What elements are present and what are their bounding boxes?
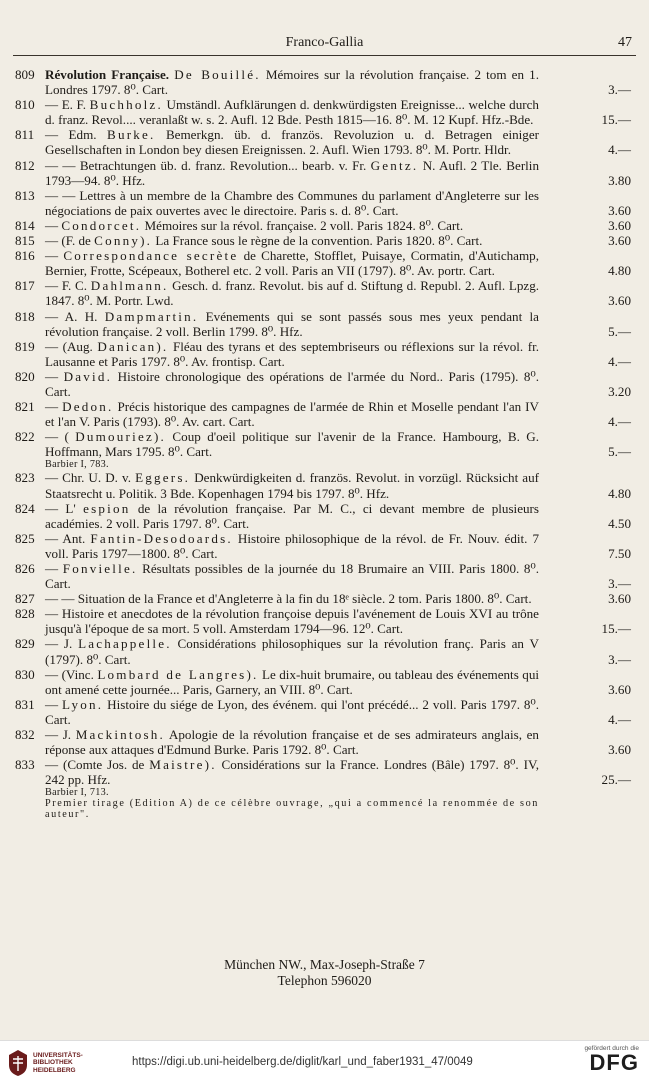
source-url[interactable]: https://digi.ub.uni-heidelberg.de/diglit/karl_und_faber1931_47/0049 — [132, 1056, 473, 1068]
catalog-entry — [0, 127, 649, 157]
catalog-entry — [0, 339, 649, 369]
entry-body — [45, 188, 539, 218]
catalog-entry — [0, 667, 649, 697]
entry-author: Lombard de Langres). — [97, 666, 259, 682]
entry-description: Fléau des tyrans et des septembriseurs ou réflexions sur la révol. fr. Lausanne et Paris 1797. 8⁰. Av. frontisp. Cart. — [45, 338, 539, 369]
page-number: 47 — [618, 35, 632, 50]
entry-author: Correspondance secrète — [63, 248, 239, 264]
entry-price: 3.20 — [608, 383, 631, 399]
entry-note-remark: Premier tirage (Edition A) de ce célèbre ouvrage, „qui a commencé la renommée de son auteur". — [45, 798, 539, 821]
entry-lead: — — [45, 368, 59, 384]
entry-author: Dampmartin. — [104, 308, 199, 324]
entry-author: Gentz. — [370, 157, 419, 173]
entry-number: 818 — [15, 308, 35, 324]
entry-body — [45, 591, 532, 606]
entry-body — [45, 218, 463, 233]
entry-author: Dedon. — [62, 399, 114, 415]
publisher-address — [0, 957, 649, 989]
catalog-entry — [0, 67, 649, 97]
entry-number: 821 — [15, 399, 35, 415]
catalog-entry — [0, 278, 649, 308]
library-name-2: BIBLIOTHEK — [33, 1059, 73, 1067]
entry-body — [45, 399, 539, 429]
entry-lead: — L' — [45, 500, 76, 516]
running-title: Franco-Gallia — [285, 35, 364, 50]
entry-price: 3.60 — [608, 293, 631, 309]
entry-number: 828 — [15, 606, 35, 622]
dfg-logo[interactable] — [584, 1045, 639, 1074]
entry-description: Denkwürdigkeiten d. französ. Revolut. in vorzügl. Rücksicht auf Staatsrecht u. Politik. 3 Bde. Kopenhagen 1794 bis 1797. 8⁰. Hfz. — [45, 470, 539, 501]
entry-price: 3.60 — [608, 742, 631, 758]
entry-author: Fonvielle. — [62, 561, 138, 576]
phone-line: Telephon 596020 — [277, 973, 372, 988]
entry-lead: — — [45, 217, 59, 233]
entry-description: Coup d'oeil politique sur l'avenir de la France. Hambourg, B. G. Hoffmann, Mars 1795. 8⁰. Cart. — [45, 429, 540, 460]
entry-description: Gesch. d. franz. Revolut. bis auf d. Stiftung d. Republ. 2. Aufl. Lpzg. 1847. 8⁰. M. Portr. Lwd. — [45, 278, 540, 309]
entry-body — [45, 531, 539, 561]
entry-number: 822 — [15, 429, 35, 445]
entry-body — [45, 429, 539, 459]
entry-lead: — ( — [45, 429, 69, 445]
entry-price: 4.80 — [608, 485, 631, 501]
catalog-entry — [0, 636, 649, 666]
entry-price: 5.— — [608, 444, 631, 460]
entry-price: 3.— — [608, 82, 631, 98]
catalog-entry — [0, 429, 649, 470]
entry-number: 819 — [15, 338, 35, 354]
entry-price: 3.60 — [608, 591, 631, 607]
entry-number: 811 — [15, 127, 35, 143]
entry-author: Dumouriez). — [75, 429, 167, 445]
entry-number: 832 — [15, 727, 35, 743]
entry-author: Lyon. — [62, 696, 104, 712]
catalog-entry — [0, 501, 649, 531]
catalog-entry — [0, 757, 649, 820]
entry-author: Dahlmann. — [90, 278, 169, 294]
entry-number: 825 — [15, 530, 35, 546]
entry-number: 817 — [15, 278, 35, 294]
entry-price: 25.— — [601, 772, 631, 788]
entry-number: 812 — [15, 157, 35, 173]
entry-body — [45, 667, 539, 697]
entry-number: 827 — [15, 591, 35, 607]
catalog-entry — [0, 606, 649, 636]
entry-body — [45, 309, 539, 339]
entry-lead: — J. — [45, 727, 72, 743]
library-emblem-icon — [8, 1049, 28, 1077]
entry-description: Histoire du siége de Lyon, des événem. qui l'ont précédé... 2 voll. Paris 1797. 8⁰. Cart. — [45, 696, 539, 727]
entry-author: Condorcet. — [61, 217, 142, 233]
catalog-entry — [0, 97, 649, 127]
entry-body — [45, 470, 539, 500]
entry-author: Fantin-Desodoards. — [90, 530, 233, 546]
entry-body — [45, 697, 539, 727]
entry-number: 813 — [15, 187, 35, 203]
entry-price: 4.— — [608, 142, 631, 158]
entry-lead: — Histoire et anecdotes de la révolution françoise depuis l'avénement de Louis XVI au trône jusqu'à l'époque de sa mort. 5 voll. Amsterdam 1794—96. 12⁰. Cart. — [45, 606, 539, 637]
entry-price: 3.60 — [608, 217, 631, 233]
entry-description: de la révolution française. Par M. C., ci devant membre de plusieurs académies. 2 voll. Paris 1797. 8⁰. Cart. — [45, 500, 540, 531]
entry-description: Considérations sur la France. Londres (Bâle) 1797. 8⁰. IV, 242 pp. Hfz. — [45, 757, 539, 788]
entry-author: Maistre). — [149, 757, 217, 773]
entry-description: Résultats possibles de la journée du 18 Brumaire an VIII. Paris 1800. 8⁰. Cart. — [45, 561, 539, 592]
entry-number: 820 — [15, 368, 35, 384]
entry-body — [45, 339, 539, 369]
entry-lead: — (Aug. — [45, 338, 93, 354]
entry-number: 810 — [15, 97, 35, 113]
entry-number: 833 — [15, 757, 35, 773]
page-header — [13, 33, 636, 56]
entry-body — [45, 561, 539, 591]
entry-lead: — Ant. — [45, 530, 86, 546]
entry-note: Barbier I, 783. — [45, 459, 109, 471]
entry-price: 3.60 — [608, 233, 631, 249]
entry-number: 823 — [15, 470, 35, 486]
entry-lead: — A. H. — [45, 308, 98, 324]
catalog-entry — [0, 470, 649, 500]
entry-description: Précis historique des campagnes de l'armée de Rhin et Moselle pendant l'an IV et l'an V. Paris (1793). 8⁰. Av. cart. Cart. — [45, 399, 539, 430]
catalog-entry — [0, 248, 649, 278]
entry-price: 15.— — [601, 112, 631, 128]
entry-price: 4.— — [608, 414, 631, 430]
entry-author: Buchholz. — [89, 97, 163, 113]
entry-body — [45, 67, 539, 97]
catalog-entry — [0, 531, 649, 561]
entry-lead: Révolution Française. — [45, 67, 170, 82]
entry-number: 824 — [15, 500, 35, 516]
entry-lead: — J. — [45, 636, 73, 652]
entry-note: Barbier I, 713. — [45, 787, 109, 799]
entry-author: Mackintosh. — [75, 727, 166, 743]
entry-price: 4.80 — [608, 263, 631, 279]
entry-number: 809 — [15, 67, 35, 82]
library-name-3: HEIDELBERG — [33, 1066, 76, 1074]
entry-description: Evénements qui se sont passés sous mes yeux pendant la révolution française. 2 voll. Berlin 1799. 8⁰. Hfz. — [45, 308, 539, 339]
entry-description: Le dix-huit brumaire, ou tableau des événements qui ont amené cette journée... Paris, Garnery, an VIII. 8⁰. Cart. — [45, 666, 539, 697]
entry-author: espion — [83, 500, 131, 516]
entry-lead: — (F. de — [45, 233, 91, 249]
entry-body — [45, 233, 482, 248]
entry-lead: — — Situation de la France et d'Angleterre à la fin du 18ᵉ siècle. 2 tom. Paris 1800. 8⁰. Cart. — [45, 591, 532, 607]
entry-price: 4.— — [608, 711, 631, 727]
entry-lead: — — [45, 696, 59, 712]
catalog-entries — [0, 67, 649, 820]
entry-body — [45, 501, 539, 531]
entry-description: Mémoires sur la révolution française. 2 tom en 1. Londres 1797. 8⁰. Cart. — [45, 67, 540, 98]
entry-author: Eggers. — [135, 470, 191, 486]
entry-price: 4.— — [608, 353, 631, 369]
entry-body — [45, 606, 539, 636]
entry-description: Histoire chronologique des opérations de l'armée du Nord.. Paris (1795). 8⁰. Cart. — [45, 368, 540, 399]
entry-body — [45, 248, 539, 278]
entry-lead: — — Lettres à un membre de la Chambre des Communes du parlament d'Angleterre sur les négociations de paix ouvertes avec le directoire. Paris s. d. 8⁰. Cart. — [45, 187, 539, 218]
entry-description: N. Aufl. 2 Tle. Berlin 1793—94. 8⁰. Hfz. — [45, 157, 539, 188]
catalog-entry — [0, 399, 649, 429]
entry-lead: — Chr. U. D. v. — [45, 470, 131, 486]
entry-lead: — (Comte Jos. de — [45, 757, 145, 773]
entry-lead: — (Vinc. — [45, 666, 94, 682]
entry-price: 15.— — [601, 621, 631, 637]
entry-description: Apologie de la révolution française et de ses admirateurs anglais, en réponse aux attaques d'Edmund Burke. Paris 1792. 8⁰. Cart. — [45, 727, 539, 758]
entry-description: La France sous le règne de la convention. Paris 1820. 8⁰. Cart. — [155, 233, 483, 249]
entry-price: 3.60 — [608, 202, 631, 218]
entry-number: 829 — [15, 636, 35, 652]
catalog-entry — [0, 188, 649, 218]
entry-price: 3.— — [608, 651, 631, 667]
entry-lead: — — [45, 561, 59, 576]
funder-caption: gefördert durch die — [584, 1045, 639, 1052]
entry-price: 5.— — [608, 323, 631, 339]
entry-lead: — — Betrachtungen üb. d. franz. Revolution... bearb. v. Fr. — [45, 157, 367, 173]
entry-body — [45, 278, 539, 308]
entry-body — [45, 369, 539, 399]
entry-description: Bemerkgn. üb. d. französ. Revoluzion u. d. Betragen einiger Gesellschaften in London bey diesen Ereignissen. 2. Aufl. Wien 1793. 8⁰. M. Portr. Hldr. — [45, 127, 539, 158]
catalog-entry — [0, 158, 649, 188]
catalog-entry — [0, 561, 649, 591]
entry-body — [45, 727, 539, 757]
entry-lead: — Edm. — [45, 127, 97, 143]
catalog-entry — [0, 218, 649, 233]
entry-lead: — E. F. — [45, 97, 87, 113]
catalog-entry — [0, 591, 649, 606]
library-logo[interactable] — [8, 1049, 83, 1077]
entry-body — [45, 636, 539, 666]
entry-author: De Bouillé. — [174, 67, 261, 82]
entry-description: Umständl. Aufklärungen d. denkwürdigsten Ereignisse... welche durch d. franz. Revol.... veranlaßt w. s. 2. Aufl. 12 Bde. Pesth 1815—16. 8⁰. M. 12 Kupf. Hfz.-Bde. — [45, 97, 539, 128]
entry-body — [45, 97, 539, 127]
catalog-entry — [0, 727, 649, 757]
entry-body — [45, 158, 539, 188]
entry-description: Mémoires sur la révol. française. 2 voll. Paris 1824. 8⁰. Cart. — [144, 217, 464, 233]
entry-number: 815 — [15, 233, 35, 249]
entry-author: Lachappelle. — [78, 636, 172, 652]
library-name-1: UNIVERSITÄTS- — [33, 1051, 83, 1059]
entry-author: Burke. — [107, 127, 156, 143]
entry-number: 831 — [15, 696, 35, 712]
catalog-entry — [0, 309, 649, 339]
entry-description: de Charette, Stofflet, Puisaye, Cormatin, d'Autichamp, Bernier, Frotte, Scépeaux, Botherel etc. 2 voll. Paris an VII (1797). 8⁰. Av. portr. Cart. — [45, 248, 540, 279]
entry-price: 4.50 — [608, 515, 631, 531]
entry-lead: — — [45, 399, 59, 415]
entry-number: 816 — [15, 248, 35, 264]
entry-description: Considérations philosophiques sur la révolution franç. Paris an V (1797). 8⁰. Cart. — [45, 636, 539, 667]
entry-description: Histoire philosophique de la révol. de Fr. Nouv. édit. 7 voll. Paris 1797—1800. 8⁰. Cart. — [45, 530, 539, 561]
catalog-entry — [0, 697, 649, 727]
entry-author: Conny). — [94, 233, 153, 249]
viewer-bottom-bar — [0, 1040, 649, 1087]
entry-price: 3.80 — [608, 172, 631, 188]
entry-price: 3.60 — [608, 681, 631, 697]
entry-lead: — F. C. — [45, 278, 88, 294]
entry-number: 830 — [15, 666, 35, 682]
entry-number: 814 — [15, 217, 35, 233]
entry-body — [45, 127, 539, 157]
address-line: München NW., Max-Joseph-Straße 7 — [224, 957, 425, 972]
entry-author: David. — [63, 368, 113, 384]
entry-price: 3.— — [608, 576, 631, 592]
catalog-entry — [0, 233, 649, 248]
entry-number: 826 — [15, 561, 35, 576]
catalog-entry — [0, 369, 649, 399]
entry-author: Danican). — [97, 338, 169, 354]
entry-price: 7.50 — [608, 545, 631, 561]
entry-lead: — — [45, 248, 59, 264]
entry-body — [45, 757, 539, 787]
funder-logo-text: DFG — [589, 1050, 639, 1075]
